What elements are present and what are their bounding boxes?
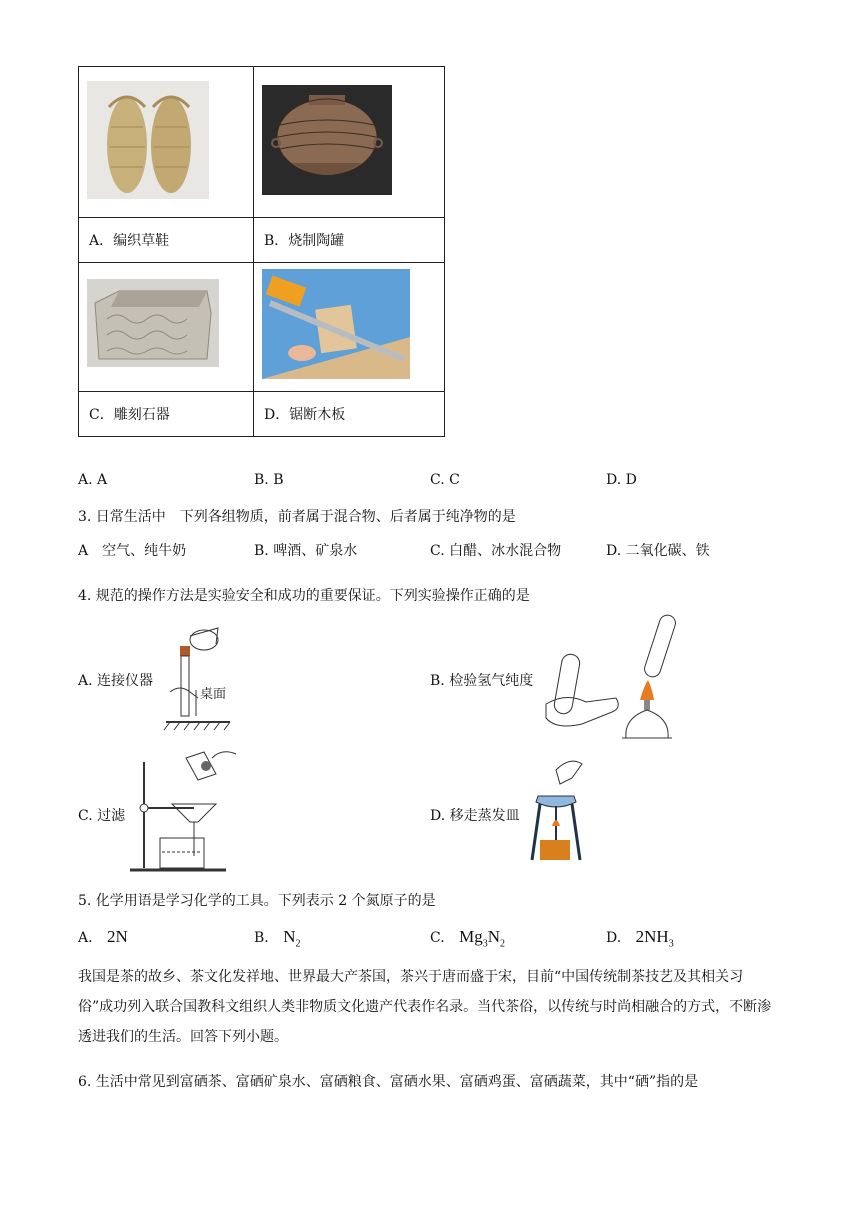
- cell-carved-stone: [79, 263, 254, 392]
- q5-option-a-letter: A.: [78, 930, 93, 946]
- caption-c: C．雕刻石器: [79, 392, 254, 437]
- formula-mg3n2: $Mg_3N_2$: [459, 927, 506, 950]
- q5-option-a[interactable]: [78, 927, 128, 947]
- hydrogen-test-figure: [540, 614, 690, 744]
- sawing-wood-image: [254, 263, 434, 387]
- cell-pottery-jar: [254, 67, 445, 218]
- q2-option-c[interactable]: C. C: [430, 472, 460, 488]
- tea-passage: 我国是茶的故乡、茶文化发祥地、世界最大产茶国，茶兴于唐而盛于宋，目前“中国传统制茶技艺及其相关习俗”成功列入联合国教科文组织人类非物质文化遗产代表作名录。当代茶俗，以传统与时尚相融合的方式，不断渗透进我们的生活。回答下列小题。: [78, 969, 772, 1045]
- q2-image-table: [78, 66, 445, 437]
- formula-n2: $N_2$: [283, 927, 301, 950]
- q4-option-d[interactable]: D. 移走蒸发皿: [430, 808, 520, 824]
- formula-2nh3: $2NH_3$: [635, 927, 674, 950]
- cell-sawing-wood: [254, 263, 445, 392]
- q4-option-b[interactable]: B. 检验氢气纯度: [430, 673, 534, 689]
- q5-option-b[interactable]: [254, 927, 300, 949]
- q6-stem: 6. 生活中常见到富硒茶、富硒矿泉水、富硒粮食、富硒水果、富硒鸡蛋、富硒蔬菜，其中“硒”指的是: [78, 1074, 699, 1090]
- q5-option-d[interactable]: [606, 927, 674, 949]
- q3-option-a[interactable]: A 空气、纯牛奶: [78, 543, 187, 559]
- caption-b: B．烧制陶罐: [254, 218, 445, 263]
- q5-option-b-letter: B.: [254, 930, 269, 946]
- straw-sandals-image: [79, 67, 243, 213]
- q3-option-c[interactable]: C. 白醋、冰水混合物: [430, 543, 562, 559]
- cell-straw-sandals: [79, 67, 254, 218]
- q2-option-d[interactable]: D. D: [606, 472, 637, 488]
- evaporating-dish-figure: [526, 756, 586, 866]
- q4-option-a[interactable]: A. 连接仪器: [78, 673, 154, 689]
- carved-stone-image: [79, 263, 243, 387]
- caption-d: D．锯断木板: [254, 392, 445, 437]
- q5-option-c[interactable]: [430, 927, 505, 949]
- pottery-jar-image: [254, 67, 434, 213]
- formula-2n: 2N: [107, 927, 128, 946]
- q5-option-c-letter: C.: [430, 930, 445, 946]
- connect-apparatus-figure: [160, 620, 240, 736]
- q3-option-d[interactable]: D. 二氧化碳、铁: [606, 543, 710, 559]
- q4-stem: 4. 规范的操作方法是实验安全和成功的重要保证。下列实验操作正确的是: [78, 588, 530, 604]
- q5-option-d-letter: D.: [606, 930, 622, 946]
- q3-stem: 3. 日常生活中 下列各组物质，前者属于混合物、后者属于纯净物的是: [78, 509, 516, 525]
- desk-label: 桌面: [200, 686, 227, 701]
- q4-option-c[interactable]: C. 过滤: [78, 808, 126, 824]
- filtration-figure: [128, 748, 238, 876]
- q5-stem: 5. 化学用语是学习化学的工具。下列表示 2 个氮原子的是: [78, 893, 436, 909]
- q3-option-b[interactable]: B. 啤酒、矿泉水: [254, 543, 358, 559]
- caption-a: A．编织草鞋: [79, 218, 254, 263]
- q2-option-a[interactable]: A. A: [78, 472, 108, 488]
- q2-option-b[interactable]: B. B: [254, 472, 284, 488]
